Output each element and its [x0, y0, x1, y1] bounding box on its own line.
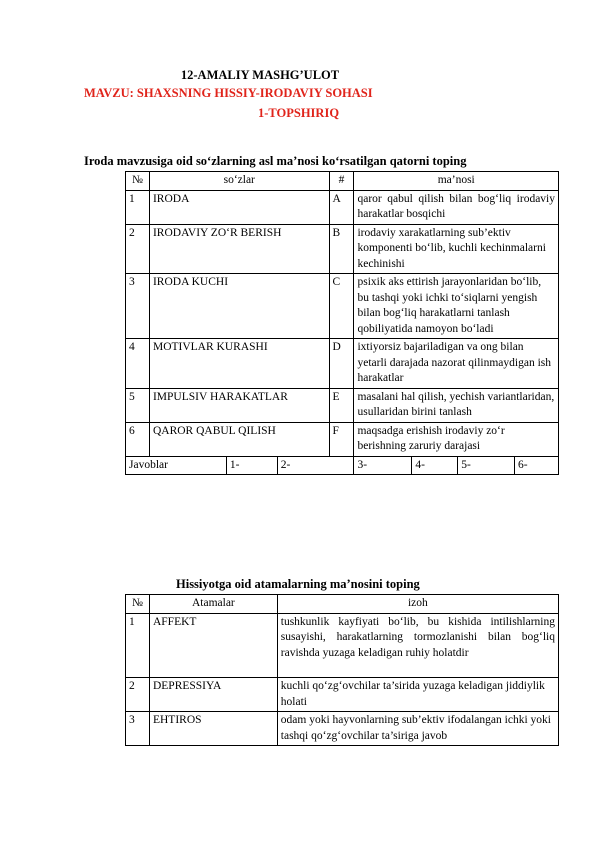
table-row	[126, 190, 559, 224]
task-heading: 1-TOPSHIRIQ	[258, 106, 340, 120]
task1-header-row	[126, 172, 559, 191]
row-letter: A	[329, 190, 354, 224]
row-word: MOTIVLAR KURASHI	[149, 339, 329, 389]
row-izoh: kuchli qo‘zg‘ovchilar ta’sirida yuzaga keladigan jiddiylik holati	[277, 678, 558, 712]
row-num: 5	[126, 388, 150, 422]
row-word: IRODAVIY ZO‘R BERISH	[149, 224, 329, 274]
table-row	[126, 712, 559, 746]
answer-cell-6[interactable]: 6-	[515, 456, 559, 475]
row-meaning: masalani hal qilish, yechish variantlaridan, usullaridan birini tanlash	[354, 388, 559, 422]
row-meaning: psixik aks ettirish jarayonlaridan bo‘lib, bu tashqi yoki ichki to‘siqlarni yengish bilan bog‘liq harakatlarni tanlash qobiliyatida namoyon bo‘ladi	[354, 274, 559, 339]
answer-cell-1[interactable]: 1-	[226, 456, 277, 475]
row-letter: F	[329, 422, 354, 456]
answer-cell-2[interactable]: 2-	[277, 456, 354, 475]
exercise-title: 12-AMALIY MASHG’ULOT	[180, 68, 340, 82]
task2-question: Hissiyotga oid atamalarning ma’nosini toping	[176, 577, 420, 591]
task2-table	[125, 594, 559, 746]
row-num: 4	[126, 339, 150, 389]
row-letter: E	[329, 388, 354, 422]
row-num: 2	[126, 678, 150, 712]
row-term: DEPRESSIYA	[149, 678, 277, 712]
row-num: 2	[126, 224, 150, 274]
row-letter: B	[329, 224, 354, 274]
meaning-header: ma’nosi	[354, 172, 559, 191]
answer-cell-3[interactable]: 3-	[354, 456, 412, 475]
row-meaning: ixtiyorsiz bajariladigan va ong bilan yetarli darajada nazorat qilinmaydigan ish harakatlar	[354, 339, 559, 389]
row-meaning: maqsadga erishish irodaviy zo‘r berishning zaruriy darajasi	[354, 422, 559, 456]
row-letter: C	[329, 274, 354, 339]
task1-table	[125, 171, 559, 475]
row-num: 1	[126, 613, 150, 678]
task1-question: Iroda mavzusiga oid so‘zlarning asl ma’nosi ko‘rsatilgan qatorni toping	[84, 154, 467, 168]
row-word: IRODA KUCHI	[149, 274, 329, 339]
num-header: №	[126, 172, 150, 191]
row-izoh: tushkunlik kayfiyati bo‘lib, bu kishida intilishlarning susayishi, harakatlarning tormozlanishi bilan bog‘liq ravishda yuzaga keladigan ruhiy holatdir	[277, 613, 558, 678]
task2-header-row	[126, 595, 559, 614]
table-row	[126, 274, 559, 339]
answer-cell-4[interactable]: 4-	[412, 456, 458, 475]
table-row	[126, 613, 559, 678]
table-row	[126, 422, 559, 456]
row-izoh: odam yoki hayvonlarning sub’ektiv ifodalangan ichki yoki tashqi qo‘zg‘ovchilar ta’siriga javob	[277, 712, 558, 746]
row-letter: D	[329, 339, 354, 389]
row-num: 3	[126, 274, 150, 339]
words-header: so‘zlar	[149, 172, 329, 191]
row-num: 3	[126, 712, 150, 746]
topic-heading: MAVZU: SHAXSNING HISSIY-IRODAVIY SOHASI	[84, 86, 373, 100]
table-row	[126, 224, 559, 274]
table-row	[126, 388, 559, 422]
table-row	[126, 339, 559, 389]
row-meaning: irodaviy xarakatlarning sub’ektiv komponenti bo‘lib, kuchli kechinmalarni kechinishi	[354, 224, 559, 274]
row-word: IRODA	[149, 190, 329, 224]
answers-row	[126, 456, 559, 475]
row-meaning: qaror qabul qilish bilan bog‘liq irodaviy harakatlar bosqichi	[354, 190, 559, 224]
izoh-header: izoh	[277, 595, 558, 614]
row-term: EHTIROS	[149, 712, 277, 746]
row-word: QAROR QABUL QILISH	[149, 422, 329, 456]
answers-label: Javoblar	[126, 456, 227, 475]
row-num: 6	[126, 422, 150, 456]
num-header: №	[126, 595, 150, 614]
row-num: 1	[126, 190, 150, 224]
term-header: Atamalar	[149, 595, 277, 614]
row-term: AFFEKT	[149, 613, 277, 678]
table-row	[126, 678, 559, 712]
hash-header: #	[329, 172, 354, 191]
row-word: IMPULSIV HARAKATLAR	[149, 388, 329, 422]
answer-cell-5[interactable]: 5-	[458, 456, 515, 475]
